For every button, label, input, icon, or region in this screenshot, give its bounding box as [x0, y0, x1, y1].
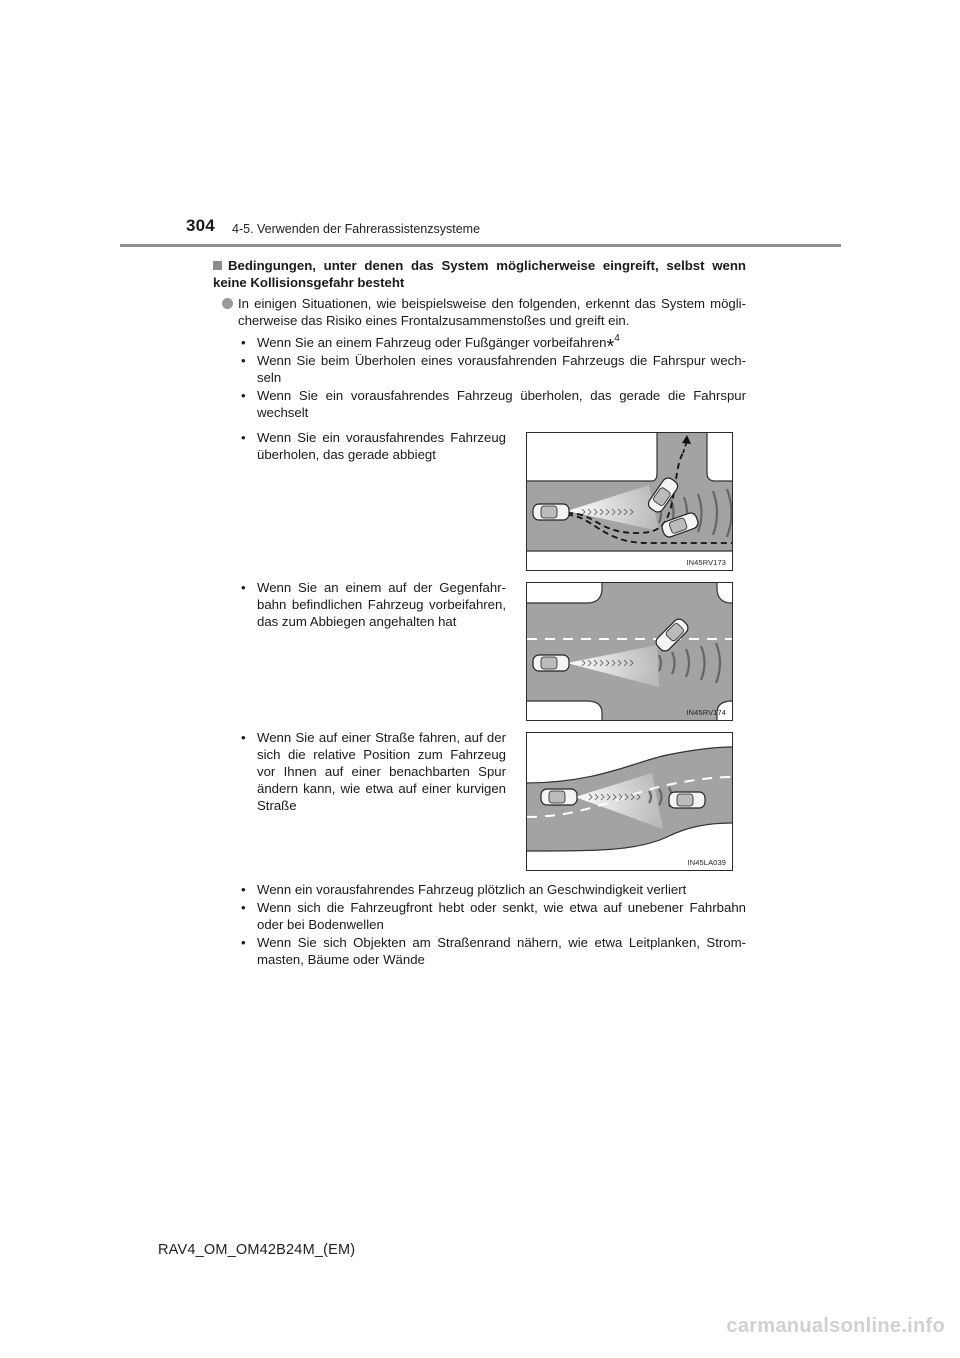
header-rule	[120, 244, 841, 247]
illustration-passing-oncoming-vehicle	[526, 582, 733, 721]
list-item	[241, 333, 746, 358]
square-bullet-icon	[213, 261, 222, 270]
oncoming-lane-drawing	[527, 583, 732, 720]
illustration-curved-road	[526, 732, 733, 871]
watermark-logo[interactable]: carmanualsonline.info	[726, 1315, 945, 1337]
list-item-label: Wenn Sie an einem Fahrzeug oder Fußgänger vorbeifahren	[257, 335, 607, 350]
list-item	[241, 729, 506, 814]
list-item-text: Wenn Sie ein vorausfahrendes Fahrzeug überholen, das gerade die Fahrspur wechselt	[257, 388, 746, 420]
bullet-marker: •	[241, 430, 246, 445]
list-item-text: Wenn sich die Fahrzeugfront hebt oder senkt, wie etwa auf unebener Fahrbahn oder bei Bodenwellen	[257, 900, 746, 932]
list-item	[241, 881, 746, 898]
bullet-marker: •	[241, 388, 246, 403]
bullet-marker: •	[241, 353, 246, 368]
intersection-drawing	[527, 433, 732, 570]
list-item-text: Wenn Sie sich Objekten am Straßenrand nähern, wie etwa Leitplanken, Strom-masten, Bäume oder Wände	[257, 935, 746, 967]
bullet-marker: •	[241, 730, 246, 745]
illustration-overtaking-turning-vehicle	[526, 432, 733, 571]
list-item	[241, 579, 506, 630]
list-item	[241, 387, 746, 421]
condition-heading	[213, 257, 746, 291]
page-number: 304	[186, 216, 215, 235]
figure-code: IN45RV174	[686, 708, 726, 717]
bullet-marker: •	[241, 335, 246, 350]
list-item	[241, 352, 746, 386]
figure-code: IN45RV173	[686, 558, 726, 567]
footnote-number: 4	[614, 333, 620, 344]
section-title: 4-5. Verwenden der Fahrerassistenzsysteme	[232, 222, 481, 236]
manual-code-footer: RAV4_OM_OM42B24M_(EM)	[158, 1242, 356, 1258]
list-item-text: Wenn Sie auf einer Straße fahren, auf der sich die relative Position zum Fahrzeug vor Ihnen auf einer benachbarten Spur ändern kann, wie etwa auf einer kurvigen Straße	[257, 730, 506, 813]
list-item	[241, 934, 746, 968]
bullet-marker: •	[241, 900, 246, 915]
list-item-text	[257, 333, 746, 358]
list-item	[241, 899, 746, 933]
list-item-text: Wenn ein vorausfahrendes Fahrzeug plötzlich an Geschwindigkeit verliert	[257, 882, 687, 897]
list-item-text: Wenn Sie beim Überholen eines vorausfahrenden Fahrzeugs die Fahrspur wech-seln	[257, 353, 746, 385]
intro-text: In einigen Situationen, wie beispielsweise den folgenden, erkennt das System mögli-cherweise das Risiko eines Frontalzusammenstoßes und greift ein.	[238, 296, 746, 328]
condition-heading-text: Bedingungen, unter denen das System möglicherweise eingreift, selbst wenn keine Kollisionsgefahr besteht	[213, 258, 746, 290]
curved-road-drawing	[527, 733, 732, 870]
list-item-text: Wenn Sie ein vorausfahrendes Fahrzeug überholen, das gerade abbiegt	[257, 430, 506, 462]
figure-code: IN45LA039	[687, 858, 726, 867]
bullet-marker: •	[241, 580, 246, 595]
intro-item	[222, 295, 746, 329]
bullet-marker: •	[241, 935, 246, 950]
footnote-star: *	[606, 336, 615, 358]
circle-bullet-icon	[222, 298, 233, 309]
bullet-marker: •	[241, 882, 246, 897]
list-item	[241, 429, 506, 463]
list-item-text: Wenn Sie an einem auf der Gegenfahr-bahn befindlichen Fahrzeug vorbeifahren, das zum Abbiegen angehalten hat	[257, 580, 506, 629]
